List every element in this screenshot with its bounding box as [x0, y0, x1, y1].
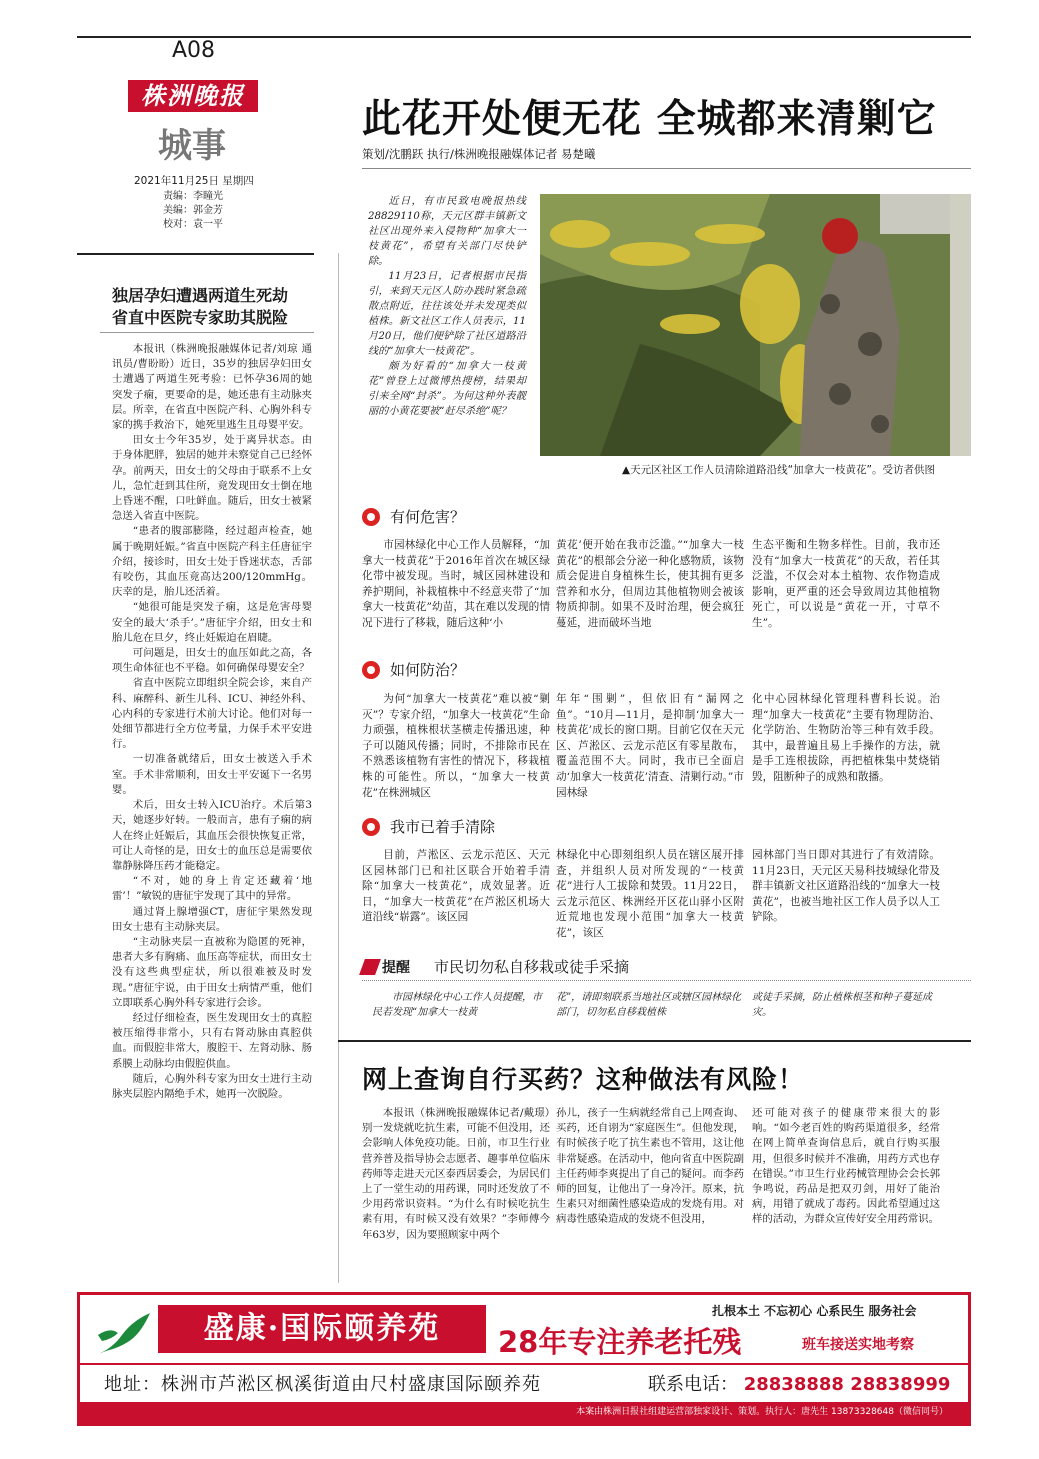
issue-date: 2021年11月25日 星期四 [134, 175, 254, 187]
ad-address: 地址：株洲市芦淞区枫溪街道由尺村盛康国际颐养苑 [104, 1374, 541, 1395]
side-para: 经过仔细检查，医生发现田女士的真腔被压缩得非常小，只有右肾动脉由真腔供血。而假腔非常大，腹腔干、左肾动脉、肠系膜上动脉均由假腔供血。 [112, 1011, 312, 1070]
reminder-col-3: 或徒手采摘，防止植株根茎和种子蔓延成灾。 [752, 992, 932, 1018]
intro-para: 近日，有市民致电晚报热线28829110称，天元区群丰镇新文社区出现外来入侵物种“加拿大一枝黄花”，希望有关部门尽快铲除。 [368, 196, 526, 267]
side-para: 随后，心胸外科专家为田女士进行主动脉夹层腔内隔绝手术，她再一次脱险。 [112, 1072, 312, 1100]
section-cleanup [362, 816, 495, 837]
second-headline: 网上查询自行买药？这种做法有风险！ [362, 1065, 805, 1094]
credit-editor: 责编：李瞳光 [163, 191, 223, 202]
bullet-circle-icon [362, 818, 380, 836]
reminder-col-2: 花”，请即刻联系当地社区或辖区园林绿化部门，切勿私自移栽植株 [556, 992, 742, 1018]
photo-illustration [540, 194, 971, 456]
side-para: “她很可能是突发子痫，这是危害母婴安全的最大‘杀手’。”唐征宇介绍，田女士和胎儿危在旦夕，终止妊娠迫在眉睫。 [112, 601, 312, 644]
side-para: 可问题是，田女士的血压如此之高，各项生命体征也不平稳。如何确保母婴安全？ [112, 647, 312, 675]
main-intro [368, 194, 526, 419]
second-col-1: 本报讯（株洲晚报融媒体记者/戴璟）别一发烧就吃抗生素，可能不但没用，还会影响人体免疫功能。日前，市卫生行业营养普及指导协会志愿者、趣事单位临床药师等走进天元区泰西居委会，为居民们上了一堂生动的用药课，同时还发放了不少用药常识资料。“为什么有时候吃抗生素有用，有时候又没有效果？”李师傅今年63岁，因为要照顾家中两个 [362, 1107, 550, 1241]
leaf-hand-icon [92, 1305, 154, 1359]
ad-phone-numbers[interactable]: 28838888 28838999 [743, 1374, 951, 1395]
reminder-col-1: 市园林绿化中心工作人员提醒，市民若发现“加拿大一枝黄 [372, 992, 542, 1018]
reminder-label-text: 提醒 [382, 959, 410, 976]
side-para: “主动脉夹层一直被称为隐匿的死神，患者大多有胸痛、血压高等症状，而田女士没有这些典型症状，所以很难被及时发现。”唐征宇说，由于田女士病情严重，他们立即联系心胸外科专家进行会诊。 [112, 935, 312, 1009]
ad-phone [648, 1370, 950, 1396]
page-number: A08 [172, 38, 216, 63]
section-title: 城事 [158, 126, 226, 166]
ad-footer-bar [80, 1402, 968, 1423]
reminder-label [362, 957, 410, 977]
ad-brand [158, 1305, 486, 1353]
side-para: 田女士今年35岁，处于离异状态。由于身体肥胖，独居的她并未察觉自己已经怀孕。前两天，田女士的父母由于联系不上女儿，急忙赶到其住所，竟发现田女士倒在地上昏迷不醒，口吐鲜血。随后，田女士被紧急送入省直中医院。 [112, 434, 312, 523]
section-title-prevention: 如何防治？ [390, 661, 466, 679]
ad-footer-text: 本案由株洲日报社组建运营部独家设计、策划。执行人：唐先生 13873328648（微信同号） [576, 1407, 948, 1417]
reminder-rule [362, 980, 971, 981]
left-column-divider [77, 253, 314, 255]
credit-proofreader: 校对：袁一平 [163, 219, 223, 230]
second-story-rule [338, 1040, 971, 1042]
side-para: 一切准备就绪后，田女士被送入手术室。手术非常顺利，田女士平安诞下一名男婴。 [112, 753, 312, 796]
photo-caption: ▲天元区社区工作人员清除道路沿线“加拿大一枝黄花”。受访者供图 [622, 464, 935, 476]
reminder-title: 市民切勿私自移栽或徒手采摘 [434, 958, 630, 976]
side-para: 术后，田女士转入ICU治疗。术后第3天，她逐步好转。一般而言，患有子痫的病人在终止妊娠后，其血压会很快恢复正常，可让人奇怪的是，田女士的血压总是需要依靠静脉降压药才能稳定。 [112, 799, 312, 872]
side-headline-2: 省直中医院专家助其脱险 [112, 308, 289, 327]
section-prevention [362, 659, 465, 680]
side-para: “患者的腹部膨隆，经过超声检查，她属于晚期妊娠。”省直中医院产科主任唐征宇介绍，接诊时，田女士处于昏迷状态，舌部有咬伤，其血压竟高达200/120mmHg。庆幸的是，胎儿还活着。 [112, 525, 312, 599]
prevention-col-2: 年年“围剿”，但依旧有“漏网之鱼”。“10月—11月，是抑制‘加拿大一枝黄花’成长的窗口期。目前它仅在天元区、芦淞区、云龙示范区有零星散布，覆盖范围不大。同时，我市已全面启动‘加拿大一枝黄花’清查、清剿行动。”市园林绿 [556, 693, 744, 799]
cleanup-col-1: 目前，芦淞区、云龙示范区、天元区园林部门已和社区联合开始着手清除“加拿大一枝黄花”，成效显著。近日，“加拿大一枝黄花”在芦淞区机场大道沿线“崭露”。该区园 [362, 849, 550, 924]
section-title-cleanup: 我市已着手清除 [390, 818, 496, 836]
credit-designer: 美编：郭金芳 [163, 205, 223, 216]
harm-col-3: 生态平衡和生物多样性。目前，我市还没有“加拿大一枝黄花”的天敌，若任其泛滥，不仅会对本土植物、农作物造成影响，更严重的还会导致周边其他植物死亡，可以说是“黄花一开，寸草不生”。 [752, 539, 940, 629]
cleanup-col-2: 林绿化中心即刻组织人员在辖区展开排查，并组织人员对所发现的“一枝黄花”进行人工拔除和焚毁。11月22日，云龙示范区、株洲经开区花山驿小区附近荒地也发现小范围“加拿大一枝黄花”，该区 [556, 849, 744, 939]
side-para: 本报讯（株洲晚报融媒体记者/刘琼 通讯员/曹盼盼）近日，35岁的独居孕妇田女士遭遇了两道生死考验：已怀孕36周的她突发子痫，更要命的是，她还患有主动脉夹层。所幸，在省直中医院产科、心胸外科专家的携手救治下，她死里逃生且母婴平安。 [112, 343, 312, 432]
ad-logo [92, 1305, 154, 1359]
cleanup-col-3: 园林部门当日即对其进行了有效清除。11月23日，天元区天易科技城绿化带及群丰镇新文社区道路沿线的“加拿大一枝黄花”，也被当地社区工作人员予以人工铲除。 [752, 849, 940, 924]
side-headline-rule [100, 332, 314, 333]
vertical-divider [338, 253, 339, 1283]
reminder-header [362, 956, 629, 977]
harm-col-1: 市园林绿化中心工作人员解释，“加拿大一枝黄花”于2016年首次在城区绿化带中被发现。当时，城区园林建设和养护期间，补栽植株中不经意夹带了“加拿大一枝黄花”幼苗，其在难以发现的情况下进行了移栽，随后这种‘小 [362, 539, 550, 629]
section-title-harm: 有何危害？ [390, 508, 466, 526]
intro-para: 11月23日，记者根据市民指引，来到天元区人防办践时紧急疏散点附近，往往该处并未发现类似植株。新文社区工作人员表示，11月20日，他们便铲除了社区道路沿线的“加拿大一枝黄花”。 [368, 271, 526, 357]
main-headline: 此花开处便无花 全城都来清剿它 [362, 97, 937, 142]
ad-shuttle: 班车接送实地考察 [802, 1337, 914, 1353]
news-photo [540, 194, 971, 456]
side-story-body [112, 342, 312, 1277]
ad-divider [80, 1363, 968, 1365]
side-para: 通过肾上腺增强CT，唐征宇果然发现田女士患有主动脉夹层。 [112, 905, 312, 933]
harm-col-2: 黄花’便开始在我市泛滥。”“加拿大一枝黄花”的根部会分泌一种化感物质，该物质会促进自身植株生长，使其拥有更多营养和水分，但周边其他植物则会被该物质抑制。如果不及时治理，便会疯狂蔓延，进而破坏当地 [556, 539, 744, 629]
prevention-col-1: 为何“加拿大一枝黄花”难以被“剿灭”？专家介绍，“加拿大一枝黄花”生命力顽强，植株根状茎横走传播迅速，种子可以随风传播；同时，不排除市民在不熟悉该植物有害性的情况下，移栽植株的可能性。所以，“加拿大一枝黄花”在株洲城区 [362, 693, 550, 799]
bullet-circle-icon [362, 508, 380, 526]
ad-slogan: 28年专注养老托残 [498, 1325, 742, 1359]
second-col-2: 孙儿，孩子一生病就经常自己上网查询、买药，还自诩为“家庭医生”。但他发现，有时候孩子吃了抗生素也不管用，这让他非常疑惑。在活动中，他向省直中医院副主任药师李爽提出了自己的疑问。而李药师的回复，让他出了一身冷汗。原来，抗生素只对细菌性感染造成的发烧有用。对病毒性感染造成的发烧不但没用， [556, 1107, 744, 1226]
bullet-circle-icon [362, 661, 380, 679]
masthead-logo [128, 80, 258, 112]
side-headline-1: 独居孕妇遭遇两道生死劫 [112, 286, 289, 305]
section-harm [362, 506, 465, 527]
masthead-text: 株洲晚报 [141, 81, 245, 110]
ad-phone-label: 联系电话： [648, 1374, 738, 1395]
pen-icon [359, 959, 381, 975]
side-para: 省直中医院立即组织全院会诊，来自产科、麻醉科、新生儿科、ICU、神经外科、心内科的专家进行术前大讨论。他们对每一处细节都进行全方位考量，力保手术平安进行。 [112, 677, 312, 751]
second-col-3: 还可能对孩子的健康带来很大的影响。“如今老百姓的购药渠道很多，经常在网上简单查询信息后，就自行购买服用，但很多时候并不准确，用药方式也存在错误。”市卫生行业药械管理协会会长郭争鸣说，药品是把双刃剑，用好了能治病，用错了就成了毒药。因此希望通过这样的活动，为群众宣传好安全用药常识。 [752, 1107, 940, 1226]
ad-motto: 扎根本土 不忘初心 心系民生 服务社会 [712, 1304, 917, 1318]
side-para: “不对，她的身上肯定还藏着‘地雷’！”敏锐的唐征宇发现了其中的异常。 [112, 875, 312, 903]
headline-rule [362, 168, 971, 169]
intro-para: 颇为好看的“加拿大一枝黄花”曾登上过微博热搜榜，结果却引来全网“封杀”。为何这种外表靓丽的小黄花要被“赶尽杀绝”呢？ [368, 361, 526, 417]
prevention-col-3: 化中心园林绿化管理科曹科长说。治理“加拿大一枝黄花”主要有物理防治、化学防治、生物防治等三种有效手段。其中，最普遍且易上手操作的方法，就是手工连根拔除，再把植株集中焚烧销毁，阻断种子的成熟和散播。 [752, 693, 940, 783]
ad-brand-text: 盛康·国际颐养苑 [203, 1311, 441, 1346]
main-byline: 策划/沈鹏跃 执行/株洲晚报融媒体记者 易楚曦 [362, 147, 596, 161]
